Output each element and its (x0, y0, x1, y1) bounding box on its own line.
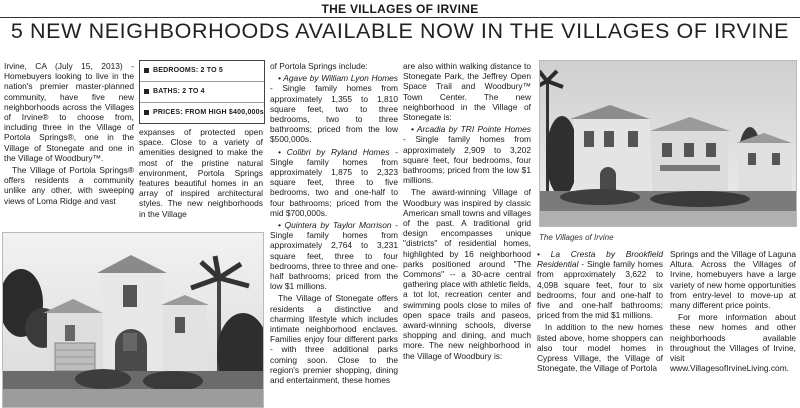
villages-variety-paragraph: Springs and the Village of Laguna Altura. Across the Villages of Irvine, homebuyers have a large variety of new home opportunities from entry-level to move-up at many different price points. (670, 249, 796, 311)
fact-row-baths (140, 82, 264, 103)
listing-arcadia-text: - Single family homes from approximately 2,909 to 3,202 square feet, four bedrooms, four bathrooms; priced from the low $1 millions. (403, 134, 531, 186)
square-bullet-icon (144, 110, 149, 115)
photo-caption: The Villages of Irvine (539, 233, 614, 242)
listing-agave-text: - Single family homes from approximately 1,355 to 1,810 square feet, two to three bedrooms, two to three bathrooms; priced from the low $500,000s. (270, 83, 398, 145)
column-4 (403, 61, 531, 363)
house-photo-right (539, 60, 797, 227)
house-photo-left (2, 232, 264, 408)
column-3 (270, 61, 398, 387)
square-bullet-icon (144, 89, 149, 94)
fact-bedrooms: BEDROOMS: 2 TO 5 (153, 67, 223, 74)
article-headline: 5 NEW NEIGHBORHOODS AVAILABLE NOW IN THE VILLAGES OF IRVINE (10, 19, 790, 43)
listing-quintera (270, 220, 398, 291)
model-homes-paragraph: In addition to the new homes listed above, home shoppers can also tour model homes in Cypress Village, the Village of Stonegate, the Village of Portola (537, 322, 663, 374)
listing-arcadia (403, 124, 531, 185)
portola-list-intro: of Portola Springs include: (270, 61, 368, 71)
fact-baths: BATHS: 2 TO 4 (153, 88, 205, 95)
column-5 (537, 249, 663, 375)
fact-row-prices (140, 103, 264, 123)
intro-paragraph: Irvine, CA (July 15, 2013) - Homebuyers looking to live in the nation's premier master-planned community, have five new neighborhoods across the Villages of Irvine® to choose from, including three in the Village of Portola Springs®, one in the Village of Stonegate and one in the Village of Woodbury™. (4, 61, 134, 163)
listing-agave-name: • Agave by William Lyon Homes (278, 73, 398, 84)
portola-continued: expanses of protected open space. Close to a variety of amenities designed to make the most of the pristine natural environment, Portola Springs features beautiful homes in an array of inspired architectural styles. The new neighborhoods in the Village (139, 127, 263, 219)
spanish-style-house-image (3, 233, 263, 407)
listing-lacresta (537, 249, 663, 320)
listing-colibri-name: • Colibri by Ryland Homes (278, 146, 390, 157)
column-1 (4, 61, 134, 208)
listing-quintera-name: • Quintera by Taylor Morrison (278, 220, 392, 231)
fact-prices: PRICES: FROM HIGH $400,000s (153, 109, 264, 116)
stonegate-paragraph: The Village of Stonegate offers residents a distinctive and charming lifestyle which includes intimate neighborhood enclaves. Families enjoy four different parks - with three additional parks coming soon. Close to the region's premier shopping, dining and entertainment, these homes (270, 293, 398, 386)
kicker-rule (0, 17, 800, 18)
listing-quintera-text: - Single family homes from approximately 2,764 to 3,231 square feet, three to four bedrooms, three to three and one-half bathrooms; priced from the low $1 millions. (270, 220, 398, 292)
listing-lacresta-text: - Single family homes from approximately 3,622 to 4,098 square feet, four to six bedrooms, four and one-half to five and one-half bathrooms; priced from the mid $1 millions. (537, 259, 663, 321)
neighborhood-homes-image (540, 61, 796, 226)
stonegate-continued: are also within walking distance to Stonegate Park, the Jeffrey Open Space Trail and Woodbury™ Town Center. The new neighborhood in the Village of Stonegate is: (403, 61, 531, 123)
column-6 (670, 249, 796, 375)
square-bullet-icon (144, 68, 149, 73)
section-kicker: THE VILLAGES OF IRVINE (321, 2, 479, 16)
portola-paragraph: The Village of Portola Springs® offers residents a community unlike any other, with sweeping views of Loma Ridge and vast (4, 165, 134, 206)
listing-colibri-text: - Single family homes from approximately 1,875 to 2,323 square feet, three to five bedrooms, two and one-half to four bathrooms; priced from the mid $700,000s. (270, 146, 398, 218)
listing-agave (270, 73, 398, 144)
woodbury-paragraph: The award-winning Village of Woodbury was inspired by classic American small towns and villages of the past. A traditional grid design encompasses unique "districts" of residential homes, highlighted by 16 neighborhood parks positioned around "The Commons" -- a 30-acre central gathering place with athletic fields, a tot lot, recreation center and swimming pools close to miles of open space trails and paseos, award-winning schools, diverse shopping and dining, and much more. The new neighborhood in the Village of Woodbury is: (403, 187, 532, 361)
listing-colibri (270, 147, 398, 218)
listing-lacresta-name: • La Cresta by Brookfield Residential (537, 249, 663, 270)
listing-arcadia-name: • Arcadia by TRI Pointe Homes (411, 124, 531, 135)
column-2 (139, 127, 263, 221)
fact-row-bedrooms (140, 61, 264, 82)
fact-box (139, 60, 265, 124)
more-info-paragraph: For more information about these new homes and other neighborhoods available throughout the Villages of Irvine, visit www.VillagesofIrvineLiving.com. (670, 312, 796, 374)
